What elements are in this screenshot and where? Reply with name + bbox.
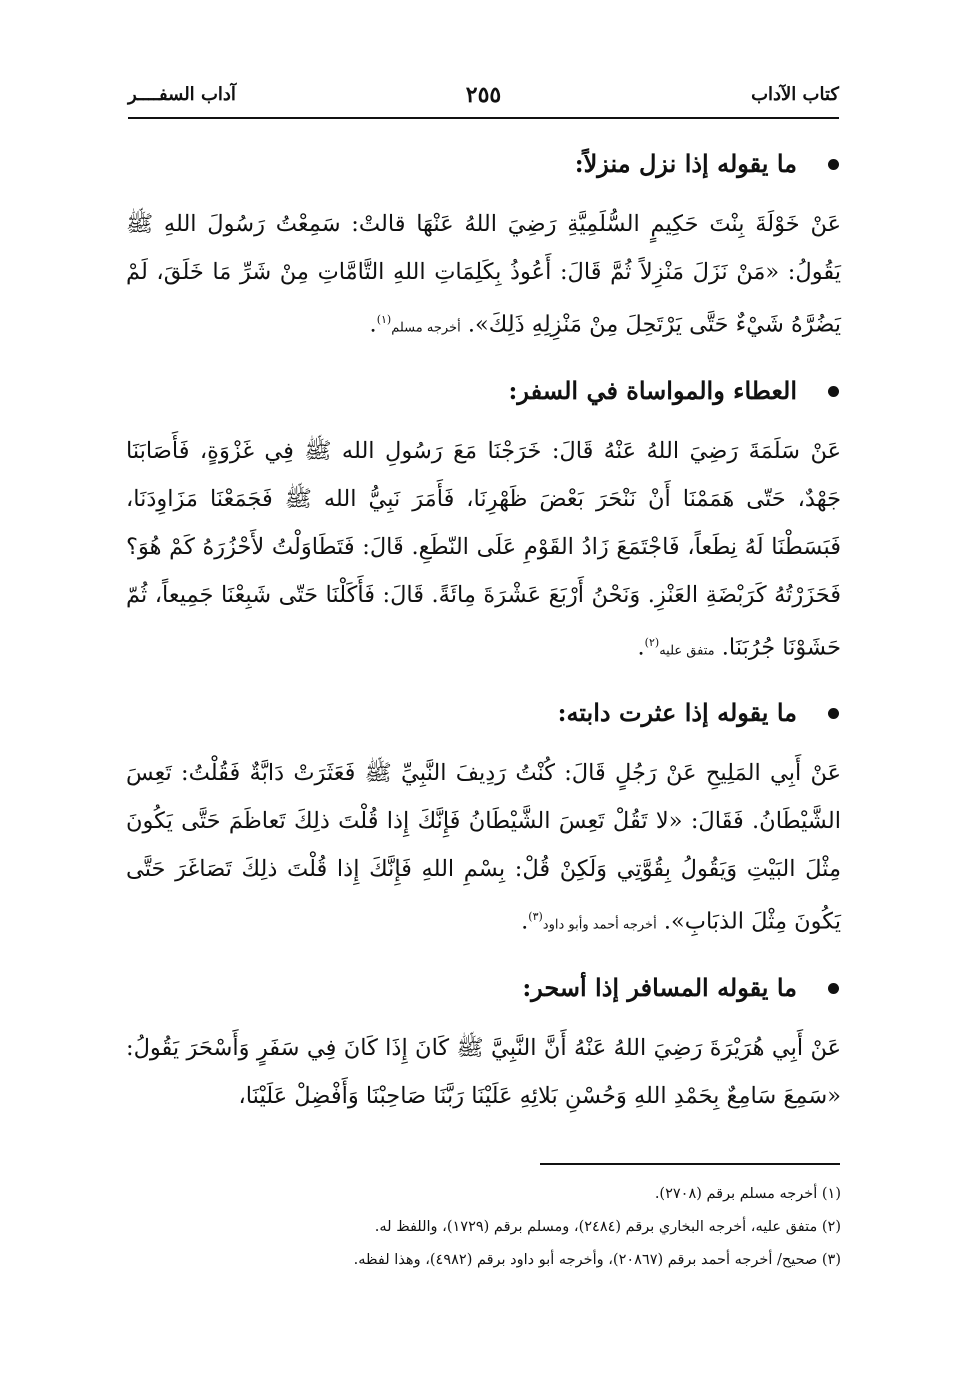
section-heading [126, 140, 841, 188]
section-heading [126, 689, 841, 737]
footnotes [126, 1178, 841, 1277]
bullet-icon [828, 386, 839, 397]
section-heading-text: ما يقوله المسافر إذا أسحر: [522, 972, 797, 1002]
hadith-source: أخرجه أحمد وأبو داود [542, 917, 657, 933]
header-rule [128, 117, 839, 119]
hadith-paragraph [126, 1024, 841, 1120]
hadith-text: عَنْ أَبِي هُرَيْرَةَ رَضِيَ اللهُ عَنْهُ أَنَّ النَّبِيَّ ﷺ كَانَ إِذَا كَانَ فِي سَفَرٍ وَأَسْحَرَ يَقُولُ: «سَمِعَ سَامِعٌ بِحَمْدِ اللهِ وَحُسْنِ بَلائِهِ عَلَيْنَا رَبَّنَا صَاحِبْنَا وَأَفْضِلْ عَلَيْنَا، [126, 1034, 841, 1109]
hadith-paragraph: عَنْ سَلَمَةَ رَضِيَ اللهُ عَنْهُ قَالَ: خَرَجْنَا مَعَ رَسُولِ الله ﷺ فِي غَزْوَةٍ، فَأَصَابَنَا جَهْدٌ، حَتّى هَمَمْنَا أَنْ نَنْحَرَ بَعْضَ ظَهْرِنَا، فَأَمَرَ نَبِيُّ الله ﷺ فَجَمَعْنَا مَزَاوِدَنَا، فَبَسَطْنَا لَهُ نِطَعاً، فَاجْتَمَعَ زَادُ القَوْمِ عَلَى النّطَعِ. قَالَ: فَتَطَاوَلْتُ لأَحْزُرَهُ كَمْ هُوَ؟ فَحَزَرْتُهُ كَرَبْضَةِ العَنْزِ. وَنَحْنُ أَرْبَعَ عَشْرَةَ مِائَةً. قَالَ: فَأَكَلْنَا حَتّى شَبِعْنَا جَمِيعاً، ثُمّ حَشَوْنَا جُرُبَنَا. متفق عليه$^{(٢)}$. [126, 437, 841, 660]
hadith-source: متفق عليه [659, 643, 715, 658]
footnote-1: (١) أخرجه مسلم برقم (٢٧٠٨). [654, 1186, 841, 1202]
footnote-ref: (٣) [528, 910, 543, 923]
footnote-3: (٣) صحيح/ أخرجه أحمد برقم (٢٠٨٦٧)، وأخرجه أبو داود برقم (٤٩٨٢)، وهذا لفظه. [353, 1252, 841, 1268]
footnote-rule [540, 1163, 840, 1165]
footnote-ref: (١) [376, 313, 392, 326]
section-heading [126, 367, 841, 415]
footnote-2: (٢) متفق عليه، أخرجه البخاري برقم (٢٤٨٤)، ومسلم برقم (١٧٢٩)، واللفظ له. [374, 1219, 841, 1235]
hadith-source: أخرجه مسلم [391, 320, 461, 336]
main-content [126, 140, 841, 1134]
hadith-paragraph: عَنْ أَبِي المَلِيحِ عَنْ رَجُلٍ قَالَ: كُنْتُ رَدِيفَ النَّبِيِّ ﷺ فَعَثَرَتْ دَابَّةٌ فَقُلْتُ: تَعِسَ الشَّيْطَانُ. فَقَالَ: «لا تَقُلْ تَعِسَ الشَّيْطَانُ فَإِنَّكَ إِذا قُلْتَ ذلِكَ تَعاظَمَ حَتَّى يَكُونَ مِثْلَ البَيْتِ وَيَقُولُ بِقُوَّتِي وَلَكِنْ قُلْ: بِسْمِ اللهِ فَإِنَّكَ إِذا قُلْتَ ذلِكَ تَصَاغَرَ حَتَّى يَكُونَ مِثْلَ الذبَابِ». أخرجه أحمد وأبو داود$^{(٣)}$. [126, 760, 841, 935]
section-heading-text: العطاء والمواساة في السفر: [508, 375, 797, 405]
section-heading-text: ما يقوله إذا نزل منزلاً: [574, 149, 797, 178]
bullet-icon [828, 159, 839, 170]
hadith-text: عَنْ خَوْلَةَ بِنْتَ حَكِيمٍ السُّلَمِيَّةِ رَضِيَ اللهُ عَنْهَا قالتْ: سَمِعْتُ رَسُولَ اللهِ ﷺ يَقُولُ: «مَنْ نَزَلَ مَنْزِلاً ثُمَّ قَالَ: أَعُوذُ بِكَلِمَاتِ اللهِ التَّامَّاتِ مِنْ شَرِّ مَا خَلَقَ، لَمْ يَضُرَّهُ شَيْءٌ حَتَّى يَرْتَحِلَ مِنْ مَنْزِلِهِ ذَلِكَ». [126, 211, 841, 338]
footnote-ref: (٢) [644, 635, 660, 649]
hadith-paragraph: عَنْ خَوْلَةَ بِنْتَ حَكِيمٍ السُّلَمِيَّةِ رَضِيَ اللهُ عَنْهَا قالتْ: سَمِعْتُ رَسُولَ اللهِ ﷺ يَقُولُ: «مَنْ نَزَلَ مَنْزِلاً ثُمَّ قَالَ: أَعُوذُ بِكَلِمَاتِ اللهِ التَّامَّاتِ مِنْ شَرِّ مَا خَلَقَ، لَمْ يَضُرَّهُ شَيْءٌ حَتَّى يَرْتَحِلَ مِنْ مَنْزِلِهِ ذَلِكَ». أخرجه مسلم$^{(١)}$. [126, 211, 841, 338]
hadith-text: عَنْ سَلَمَةَ رَضِيَ اللهُ عَنْهُ قَالَ: خَرَجْنَا مَعَ رَسُولِ الله ﷺ فِي غَزْوَةٍ، فَأَصَابَنَا جَهْدٌ، حَتّى هَمَمْنَا أَنْ نَنْحَرَ بَعْضَ ظَهْرِنَا، فَأَمَرَ نَبِيُّ الله ﷺ فَجَمَعْنَا مَزَاوِدَنَا، فَبَسَطْنَا لَهُ نِطَعاً، فَاجْتَمَعَ زَادُ القَوْمِ عَلَى النّطَعِ. قَالَ: فَتَطَاوَلْتُ لأَحْزُرَهُ كَمْ هُوَ؟ فَحَزَرْتُهُ كَرَبْضَةِ العَنْزِ. وَنَحْنُ أَرْبَعَ عَشْرَةَ مِائَةً. قَالَ: فَأَكَلْنَا حَتّى شَبِعْنَا جَمِيعاً، ثُمّ حَشَوْنَا جُرُبَنَا. [126, 437, 841, 660]
bullet-icon [828, 983, 839, 994]
bullet-icon [828, 708, 839, 719]
section-heading-text: ما يقوله إذا عثرت دابته: [557, 698, 797, 727]
book-title: كتاب الآداب [751, 84, 839, 105]
page-header [128, 84, 839, 120]
chapter-title: آداب السفــــر [128, 84, 236, 105]
hadith-text: عَنْ أَبِي المَلِيحِ عَنْ رَجُلٍ قَالَ: كُنْتُ رَدِيفَ النَّبِيِّ ﷺ فَعَثَرَتْ دَابَّةٌ فَقُلْتُ: تَعِسَ الشَّيْطَانُ. فَقَالَ: «لا تَقُلْ تَعِسَ الشَّيْطَانُ فَإِنَّكَ إِذا قُلْتَ ذلِكَ تَعاظَمَ حَتَّى يَكُونَ مِثْلَ البَيْتِ وَيَقُولُ بِقُوَّتِي وَلَكِنْ قُلْ: بِسْمِ اللهِ فَإِنَّكَ إِذا قُلْتَ ذلِكَ تَصَاغَرَ حَتَّى يَكُونَ مِثْلَ الذبَابِ». [126, 760, 841, 935]
page-number: ٢٥٥ [465, 82, 502, 108]
section-heading [126, 964, 841, 1012]
